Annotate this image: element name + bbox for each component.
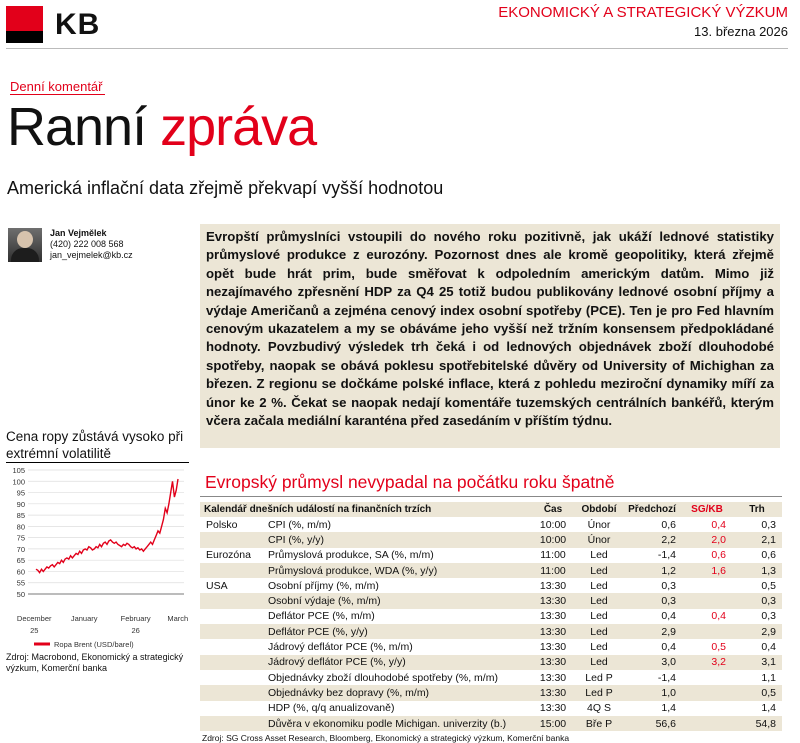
cell-region (200, 685, 268, 700)
cell-region: Eurozóna (206, 549, 251, 562)
chart-source: Zdroj: Macrobond, Ekonomický a strategický výzkum, Komerční banka (6, 652, 184, 673)
cell-time: 11:00 (540, 549, 566, 562)
cell-region (200, 639, 268, 654)
calendar-source: Zdroj: SG Cross Asset Research, Bloomberg, Ekonomický a strategický výzkum, Komerční banka (202, 733, 570, 743)
y-tick-label: 55 (16, 578, 25, 588)
cell-event: Jádrový deflátor PCE (%, y/y) (268, 655, 530, 670)
y-tick-label: 60 (16, 567, 25, 577)
kb-logo-mark (6, 6, 43, 43)
chart-title-divider (6, 462, 189, 463)
cell-previous: 0,3 (622, 593, 682, 608)
cell-period: Únor (587, 518, 611, 531)
x-tick-sublabel: 26 (131, 626, 140, 635)
cell-market: 3,1 (732, 655, 782, 670)
cell-event: Průmyslová produkce, WDA (%, y/y) (268, 563, 530, 578)
cell-sgkb: 0,5 (711, 641, 726, 654)
cell-market: 0,6 (761, 549, 776, 562)
cell-previous: -1,4 (657, 549, 676, 562)
cell-previous: 0,3 (661, 579, 676, 592)
cell-region (200, 563, 268, 578)
cell-period: Led (590, 549, 608, 562)
cell-market: 54,8 (732, 716, 782, 731)
cell-event: CPI (%, m/m) (268, 518, 331, 531)
cell-previous: 0,6 (661, 518, 676, 531)
report-date: 13. března 2026 (694, 24, 788, 39)
col-header-time: Čas (530, 502, 576, 517)
table-row (200, 655, 782, 670)
cell-time: 13:30 (539, 671, 567, 684)
table-row (200, 609, 782, 624)
author-info (50, 228, 133, 262)
report-title-red: zpráva (160, 97, 317, 157)
cell-previous: 2,9 (622, 624, 682, 639)
cell-period: Led (576, 655, 622, 670)
author-avatar (8, 228, 42, 262)
oil-price-chart (6, 464, 192, 650)
table-row (200, 532, 782, 547)
cell-period: Led (590, 579, 608, 592)
cell-sgkb: 0,6 (711, 549, 726, 562)
cell-sgkb (682, 578, 732, 593)
col-header-event: Kalendář dnešních událostí na finančních trzích (200, 502, 530, 517)
report-title (7, 96, 316, 158)
cell-sgkb (682, 624, 732, 639)
cell-market: 1,4 (761, 702, 776, 715)
cell-previous: 56,6 (622, 716, 682, 731)
cell-event: Jádrový deflátor PCE (%, m/m) (268, 641, 413, 654)
cell-event: Deflátor PCE (%, y/y) (268, 624, 530, 639)
cell-sgkb: 3,2 (682, 655, 732, 670)
cell-sgkb: 0,4 (711, 518, 726, 531)
cell-market: 1,3 (732, 563, 782, 578)
cell-period: Bře P (576, 716, 622, 731)
report-kicker: Denní komentář (10, 79, 103, 94)
x-tick-label: January (70, 614, 98, 623)
cell-event: Průmyslová produkce, SA (%, m/m) (268, 549, 434, 562)
table-row (200, 593, 782, 608)
cell-event: Objednávky bez dopravy (%, m/m) (268, 685, 530, 700)
author-phone: (420) 222 008 568 (50, 239, 124, 249)
cell-time: 10:00 (530, 532, 576, 547)
col-header-prev: Předchozí (622, 502, 682, 517)
cell-previous: 1,4 (661, 702, 676, 715)
cell-sgkb (682, 670, 732, 685)
calendar-title-divider (200, 496, 782, 497)
cell-time: 13:30 (530, 593, 576, 608)
cell-previous: 2,2 (622, 532, 682, 547)
cell-sgkb (682, 593, 732, 608)
cell-time: 11:00 (530, 563, 576, 578)
table-row (200, 563, 782, 578)
cell-period: Led (576, 563, 622, 578)
cell-region: USA (206, 579, 228, 592)
cell-market: 1,1 (761, 671, 776, 684)
cell-region (200, 716, 268, 731)
cell-market: 0,5 (761, 579, 776, 592)
cell-region (200, 670, 268, 685)
cell-period: 4Q S (587, 702, 611, 715)
cell-region (200, 701, 268, 716)
calendar-header-row (200, 502, 782, 517)
cell-event: Osobní výdaje (%, m/m) (268, 593, 530, 608)
cell-region (200, 655, 268, 670)
cell-previous: 1,0 (622, 685, 682, 700)
cell-region: Polsko (206, 518, 238, 531)
y-tick-label: 70 (16, 544, 25, 554)
cell-market: 2,9 (732, 624, 782, 639)
cell-event: Objednávky zboží dlouhodobé spotřeby (%, m/m) (268, 671, 498, 684)
y-tick-label: 95 (16, 488, 25, 498)
cell-sgkb (682, 701, 732, 716)
author-name: Jan Vejmělek (50, 228, 107, 238)
y-tick-label: 65 (16, 556, 25, 566)
table-row (200, 578, 782, 593)
cell-time: 13:30 (530, 624, 576, 639)
cell-sgkb: 1,6 (682, 563, 732, 578)
y-tick-label: 100 (12, 477, 25, 487)
table-row (200, 624, 782, 639)
cell-time: 15:00 (530, 716, 576, 731)
col-header-period: Období (576, 502, 622, 517)
cell-market: 0,3 (732, 593, 782, 608)
cell-region (200, 593, 268, 608)
cell-event: Deflátor PCE (%, m/m) (268, 610, 375, 623)
author-email[interactable]: jan_vejmelek@kb.cz (50, 250, 133, 260)
cell-event: Osobní příjmy (%, m/m) (268, 579, 379, 592)
y-tick-label: 85 (16, 511, 25, 521)
col-header-sgkb: SG/KB (682, 502, 732, 517)
cell-sgkb (682, 716, 732, 731)
cell-time: 13:30 (539, 641, 567, 654)
cell-market: 2,1 (732, 532, 782, 547)
x-tick-sublabel: 25 (30, 626, 39, 635)
cell-period: Led P (576, 685, 622, 700)
cell-sgkb (682, 685, 732, 700)
kb-logo (6, 6, 100, 43)
cell-period: Únor (576, 532, 622, 547)
cell-previous: 0,4 (661, 641, 676, 654)
x-tick-label: February (120, 614, 151, 623)
table-row (200, 685, 782, 700)
cell-sgkb: 0,4 (711, 610, 726, 623)
cell-market: 0,3 (761, 518, 776, 531)
y-tick-label: 105 (12, 466, 25, 475)
cell-time: 10:00 (539, 518, 567, 531)
kicker-underline (10, 94, 105, 95)
cell-event: Důvěra v ekonomiku podle Michigan. univerzity (b.) (268, 716, 530, 731)
cell-period: Led (576, 624, 622, 639)
cell-period: Led (576, 593, 622, 608)
cell-market: 0,4 (761, 641, 776, 654)
summary-box: Evropští průmyslníci vstoupili do nového roku pozitivně, jak ukáží lednové statistiky průmyslové produkce z eurozóny. Pozornost dnes ale kromě geopolitiky, která zřejmě opět bude hrát prim, bude směřovat k odpoledním americkým datům. Mimo již nezajímavého zpřesnění HDP za Q4 25 totiž budou publikovány lednové osobní příjmy a výdaje Američanů a zejména cenový index osobní spotřeby (PCE). Ten je pro Fed hlavním cenovým ukazatelem a my se obáváme jeho vyšší než tržním konsensem předpokládané hodnoty. Povzbudivý výsledek trh čeká i od lednových objednávek zboží dlouhodobé spotřeby, naopak se obává poklesu spotřebitelské důvěry od University of Michighan za březen. Z regionu se dočkáme polské inflace, která z pohledu meziroční dynamiky míří za únor ke 2 %. Čekat se naopak nedají komentáře tuzemských centrálních bankéřů, kterým včera začala mediální karanténa před zasedáním v příštím týdnu. (200, 224, 780, 448)
table-row (200, 517, 782, 532)
cell-time: 13:30 (539, 610, 567, 623)
table-row (200, 701, 782, 716)
chart-title: Cena ropy zůstává vysoko při extrémní volatilitě (6, 429, 184, 461)
table-row (200, 548, 782, 563)
legend-label: Ropa Brent (USD/barel) (54, 640, 134, 649)
cell-event: CPI (%, y/y) (268, 532, 530, 547)
x-tick-label: December (16, 614, 52, 623)
kb-logo-text: KB (55, 8, 101, 41)
cell-previous: 3,0 (622, 655, 682, 670)
report-subtitle: Americká inflační data zřejmě překvapí vyšší hodnotou (7, 178, 444, 198)
calendar-title: Evropský průmysl nevypadal na počátku roku špatně (205, 472, 615, 492)
header-divider (6, 48, 788, 49)
author-block (8, 228, 133, 262)
cell-market: 0,5 (732, 685, 782, 700)
cell-time: 13:30 (530, 655, 576, 670)
y-tick-label: 90 (16, 499, 25, 509)
events-calendar-table (200, 502, 782, 731)
col-header-market: Trh (732, 502, 782, 517)
series-line-brent (36, 479, 178, 573)
cell-event: HDP (%, q/q anualizovaně) (268, 702, 395, 715)
cell-sgkb: 2,0 (682, 532, 732, 547)
cell-time: 13:30 (539, 702, 567, 715)
cell-period: Led P (585, 671, 613, 684)
table-row (200, 670, 782, 685)
table-row (200, 639, 782, 654)
cell-region (200, 532, 268, 547)
cell-market: 0,3 (761, 610, 776, 623)
cell-previous: 0,4 (661, 610, 676, 623)
y-tick-label: 50 (16, 590, 25, 599)
cell-time: 13:30 (530, 685, 576, 700)
cell-region (200, 624, 268, 639)
cell-previous: 1,2 (622, 563, 682, 578)
table-row (200, 716, 782, 731)
report-title-black: Ranní (7, 97, 147, 157)
y-tick-label: 75 (16, 533, 25, 543)
y-tick-label: 80 (16, 522, 25, 532)
cell-previous: -1,4 (657, 671, 676, 684)
department-title: EKONOMICKÝ A STRATEGICKÝ VÝZKUM (498, 4, 788, 21)
cell-region (200, 609, 268, 624)
cell-time: 13:30 (539, 579, 567, 592)
cell-period: Led (590, 610, 608, 623)
cell-period: Led (590, 641, 608, 654)
x-tick-label: March (167, 614, 189, 623)
